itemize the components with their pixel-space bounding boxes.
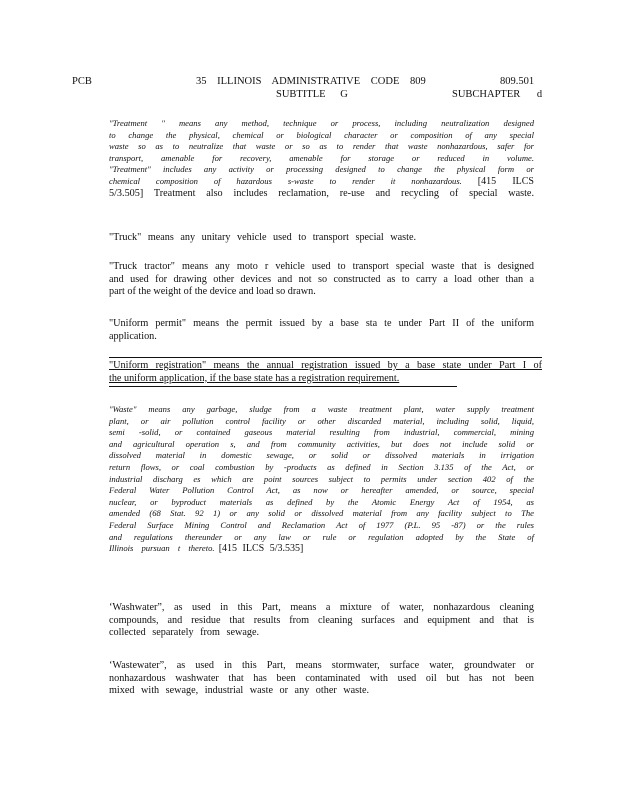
header-subchapter: SUBCHAPTER d (452, 89, 543, 100)
treatment-line: "Treatment" includes any activity or processing designed to change the physical form or (109, 164, 534, 175)
waste-line: amended (68 Stat. 92 1) or any solid or dissolved material from any facility subject to The (109, 508, 534, 519)
definition-washwater (109, 602, 534, 640)
uniform-registration-line: "Uniform registration" means the annual registration issued by a base state under Part I of (109, 360, 542, 371)
underline-rule-bottom (109, 386, 457, 387)
waste-line: return flows, or coal combustion by -products as defined in Section 3.135 of the Act, or (109, 461, 534, 472)
treatment-line-with-citation (109, 176, 534, 188)
header-agency: PCB (72, 76, 92, 87)
wastewater-line: nonhazardous washwater that has been contaminated with used oil but has not been (109, 672, 534, 684)
definition-treatment (109, 118, 534, 200)
header-title: 35 ILLINOIS ADMINISTRATIVE CODE 809 (196, 76, 426, 87)
definition-truck-tractor (109, 261, 534, 299)
treatment-line: to change the physical, chemical or biological character or composition of any special (109, 129, 534, 140)
washwater-line: compounds, and residue that results from cleaning surfaces and equipment and that is (109, 614, 534, 626)
definition-waste (109, 404, 534, 555)
washwater-line: ‘Washwater”, as used in this Part, means a mixture of water, nonhazardous cleaning (109, 602, 534, 613)
uniform-permit-line: application. (109, 330, 157, 342)
treatment-last-line: 5/3.505] Treatment also includes reclamation, re-use and recycling of special waste. (109, 187, 534, 199)
header-section-number: 809.501 (500, 76, 535, 87)
treatment-line: waste so as to neutralize that waste or so as to render that waste nonhazardous, safer for (109, 141, 534, 152)
waste-citation: [415 ILCS 5/3.535] (218, 543, 304, 555)
wastewater-line: mixed with sewage, industrial waste or any other waste. (109, 685, 370, 697)
waste-line: industrial discharg es which are point sources subject to permits under section 402 of the (109, 473, 534, 484)
definition-truck: "Truck" means any unitary vehicle used to transport special waste. (109, 232, 417, 243)
waste-line: Federal Surface Mining Control and Reclamation Act of 1977 (P.L. 95 -87) or the rules (109, 519, 534, 530)
truck-tractor-line: and used for drawing other devices and not so constructed as to carry a load other than a (109, 273, 534, 285)
waste-line: Illinois pursuan t thereto. (109, 543, 215, 554)
treatment-line: "Treatment " means any method, technique or process, including neutralization designed (109, 118, 534, 128)
waste-line: and regulations thereunder or any law or rule or regulation adopted by the State of (109, 531, 534, 542)
definition-uniform-registration (109, 360, 542, 385)
uniform-permit-line: "Uniform permit" means the permit issued by a base sta te under Part II of the uniform (109, 318, 534, 329)
truck-tractor-line: "Truck tractor" means any moto r vehicle used to transport special waste that is designed (109, 261, 534, 272)
header-subtitle: SUBTITLE G (276, 89, 348, 100)
waste-line: plant, or air pollution control facility or other discarded material, including solid, liquid, (109, 415, 534, 426)
waste-line: "Waste" means any garbage, sludge from a waste treatment plant, water supply treatment (109, 404, 534, 414)
truck-tractor-line: part of the weight of the device and load so drawn. (109, 286, 316, 298)
wastewater-line: ‘Wastewater”, as used in this Part, means stormwater, surface water, groundwater or (109, 660, 534, 671)
waste-line: and agricultural operation s, and from community activities, but does not include solid or (109, 438, 534, 449)
definition-uniform-permit (109, 318, 534, 343)
definition-wastewater (109, 660, 534, 698)
waste-last-line (109, 543, 534, 555)
waste-line: nuclear, or byproduct materials as defined by the Atomic Energy Act of 1954, as (109, 496, 534, 507)
waste-line: dissolved material in domestic sewage, or solid or dissolved materials in irrigation (109, 450, 534, 461)
waste-line: semi -solid, or contained gaseous material resulting from industrial, commercial, mining (109, 427, 534, 438)
underline-rule-top (109, 357, 542, 358)
waste-line: Federal Water Pollution Control Act, as now or hereafter amended, or source, special (109, 485, 534, 496)
uniform-registration-line: the uniform application, if the base state has a registration requirement. (109, 372, 400, 384)
treatment-citation: [415 ILCS (477, 175, 534, 187)
washwater-line: collected separately from sewage. (109, 627, 260, 639)
treatment-line: chemical composition of hazardous s-waste to render it nonhazardous. (109, 175, 462, 186)
treatment-line: transport, amenable for recovery, amenable for storage or reduced in volume. (109, 152, 534, 163)
